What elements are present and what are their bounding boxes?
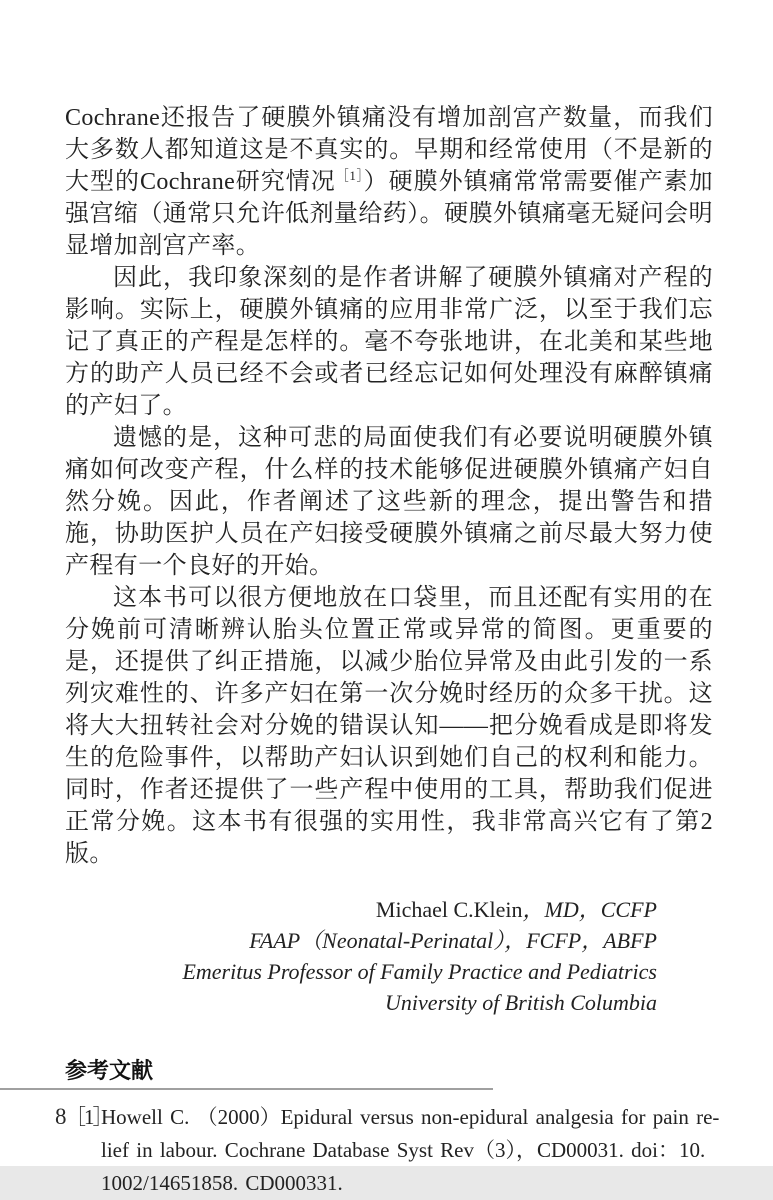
signature-line-2: FAAP（Neonatal-Perinatal），FCFP，ABFP: [249, 928, 657, 953]
references-heading: 参考文献: [65, 1058, 154, 1083]
reference-number: ［1］: [65, 1105, 112, 1129]
signature-line-1: [65, 894, 657, 925]
reference-line-3: 1002/14651858. CD000331.: [101, 1171, 343, 1195]
references-section: [65, 1054, 720, 1200]
paragraph-1: [65, 102, 713, 262]
footnote-reference-mark: ［1］: [335, 168, 364, 183]
reference-line-2: lief in labour. Cochrane Database Syst Rev（3），CD00031. doi：10.: [101, 1138, 706, 1162]
reference-line-1: Howell C. （2000）Epidural versus non-epidural analgesia for pain re-: [101, 1105, 720, 1129]
paragraph-4: 这本书可以很方便地放在口袋里，而且还配有实用的在分娩前可清晰辨认胎头位置正常或异常的简图。更重要的是，还提供了纠正措施，以减少胎位异常及由此引发的一系列灾难性的、许多产妇在第一次分娩时经历的众多干扰。这将大大扭转社会对分娩的错误认知——把分娩看成是即将发生的危险事件，以帮助产妇认识到她们自己的权利和能力。同时，作者还提供了一些产程中使用的工具，帮助我们促进正常分娩。这本书有很强的实用性，我非常高兴它有了第2版。: [65, 585, 713, 867]
reference-entry: [65, 1101, 720, 1200]
paragraph-1-text: Cochrane还报告了硬膜外镇痛没有增加剖宫产数量，而我们大多数人都知道这是不真实的。早期和经常使用（不是新的大型的Cochrane研究情况: [65, 105, 713, 195]
paragraph-1-text-cont: ）硬膜外镇痛常常需要催产素加强宫缩（通常只允许低剂量给药）。硬膜外镇痛毫无疑问会明显增加剖宫产率。: [65, 169, 713, 259]
page-content: [65, 102, 720, 1200]
signature-line-4: University of British Columbia: [385, 990, 657, 1015]
page-number: 8: [55, 1104, 67, 1129]
author-name: Michael C.Klein: [375, 897, 523, 922]
body-text: [65, 102, 713, 870]
signature-line-3: Emeritus Professor of Family Practice and Pediatrics: [182, 959, 657, 984]
footer-divider: [0, 1088, 493, 1090]
paragraph-3: 遗憾的是，这种可悲的局面使我们有必要说明硬膜外镇痛如何改变产程，什么样的技术能够促进硬膜外镇痛产妇自然分娩。因此，作者阐述了这些新的理念，提出警告和措施，协助医护人员在产妇接受硬膜外镇痛之前尽最大努力使产程有一个良好的开始。: [65, 425, 713, 579]
signature-block: [65, 894, 713, 1018]
paragraph-2: 因此，我印象深刻的是作者讲解了硬膜外镇痛对产程的影响。实际上，硬膜外镇痛的应用非常广泛，以至于我们忘记了真正的产程是怎样的。毫不夸张地讲，在北美和某些地方的助产人员已经不会或者已经忘记如何处理没有麻醉镇痛的产妇了。: [65, 265, 713, 419]
author-credentials: ，MD，CCFP: [522, 897, 657, 922]
